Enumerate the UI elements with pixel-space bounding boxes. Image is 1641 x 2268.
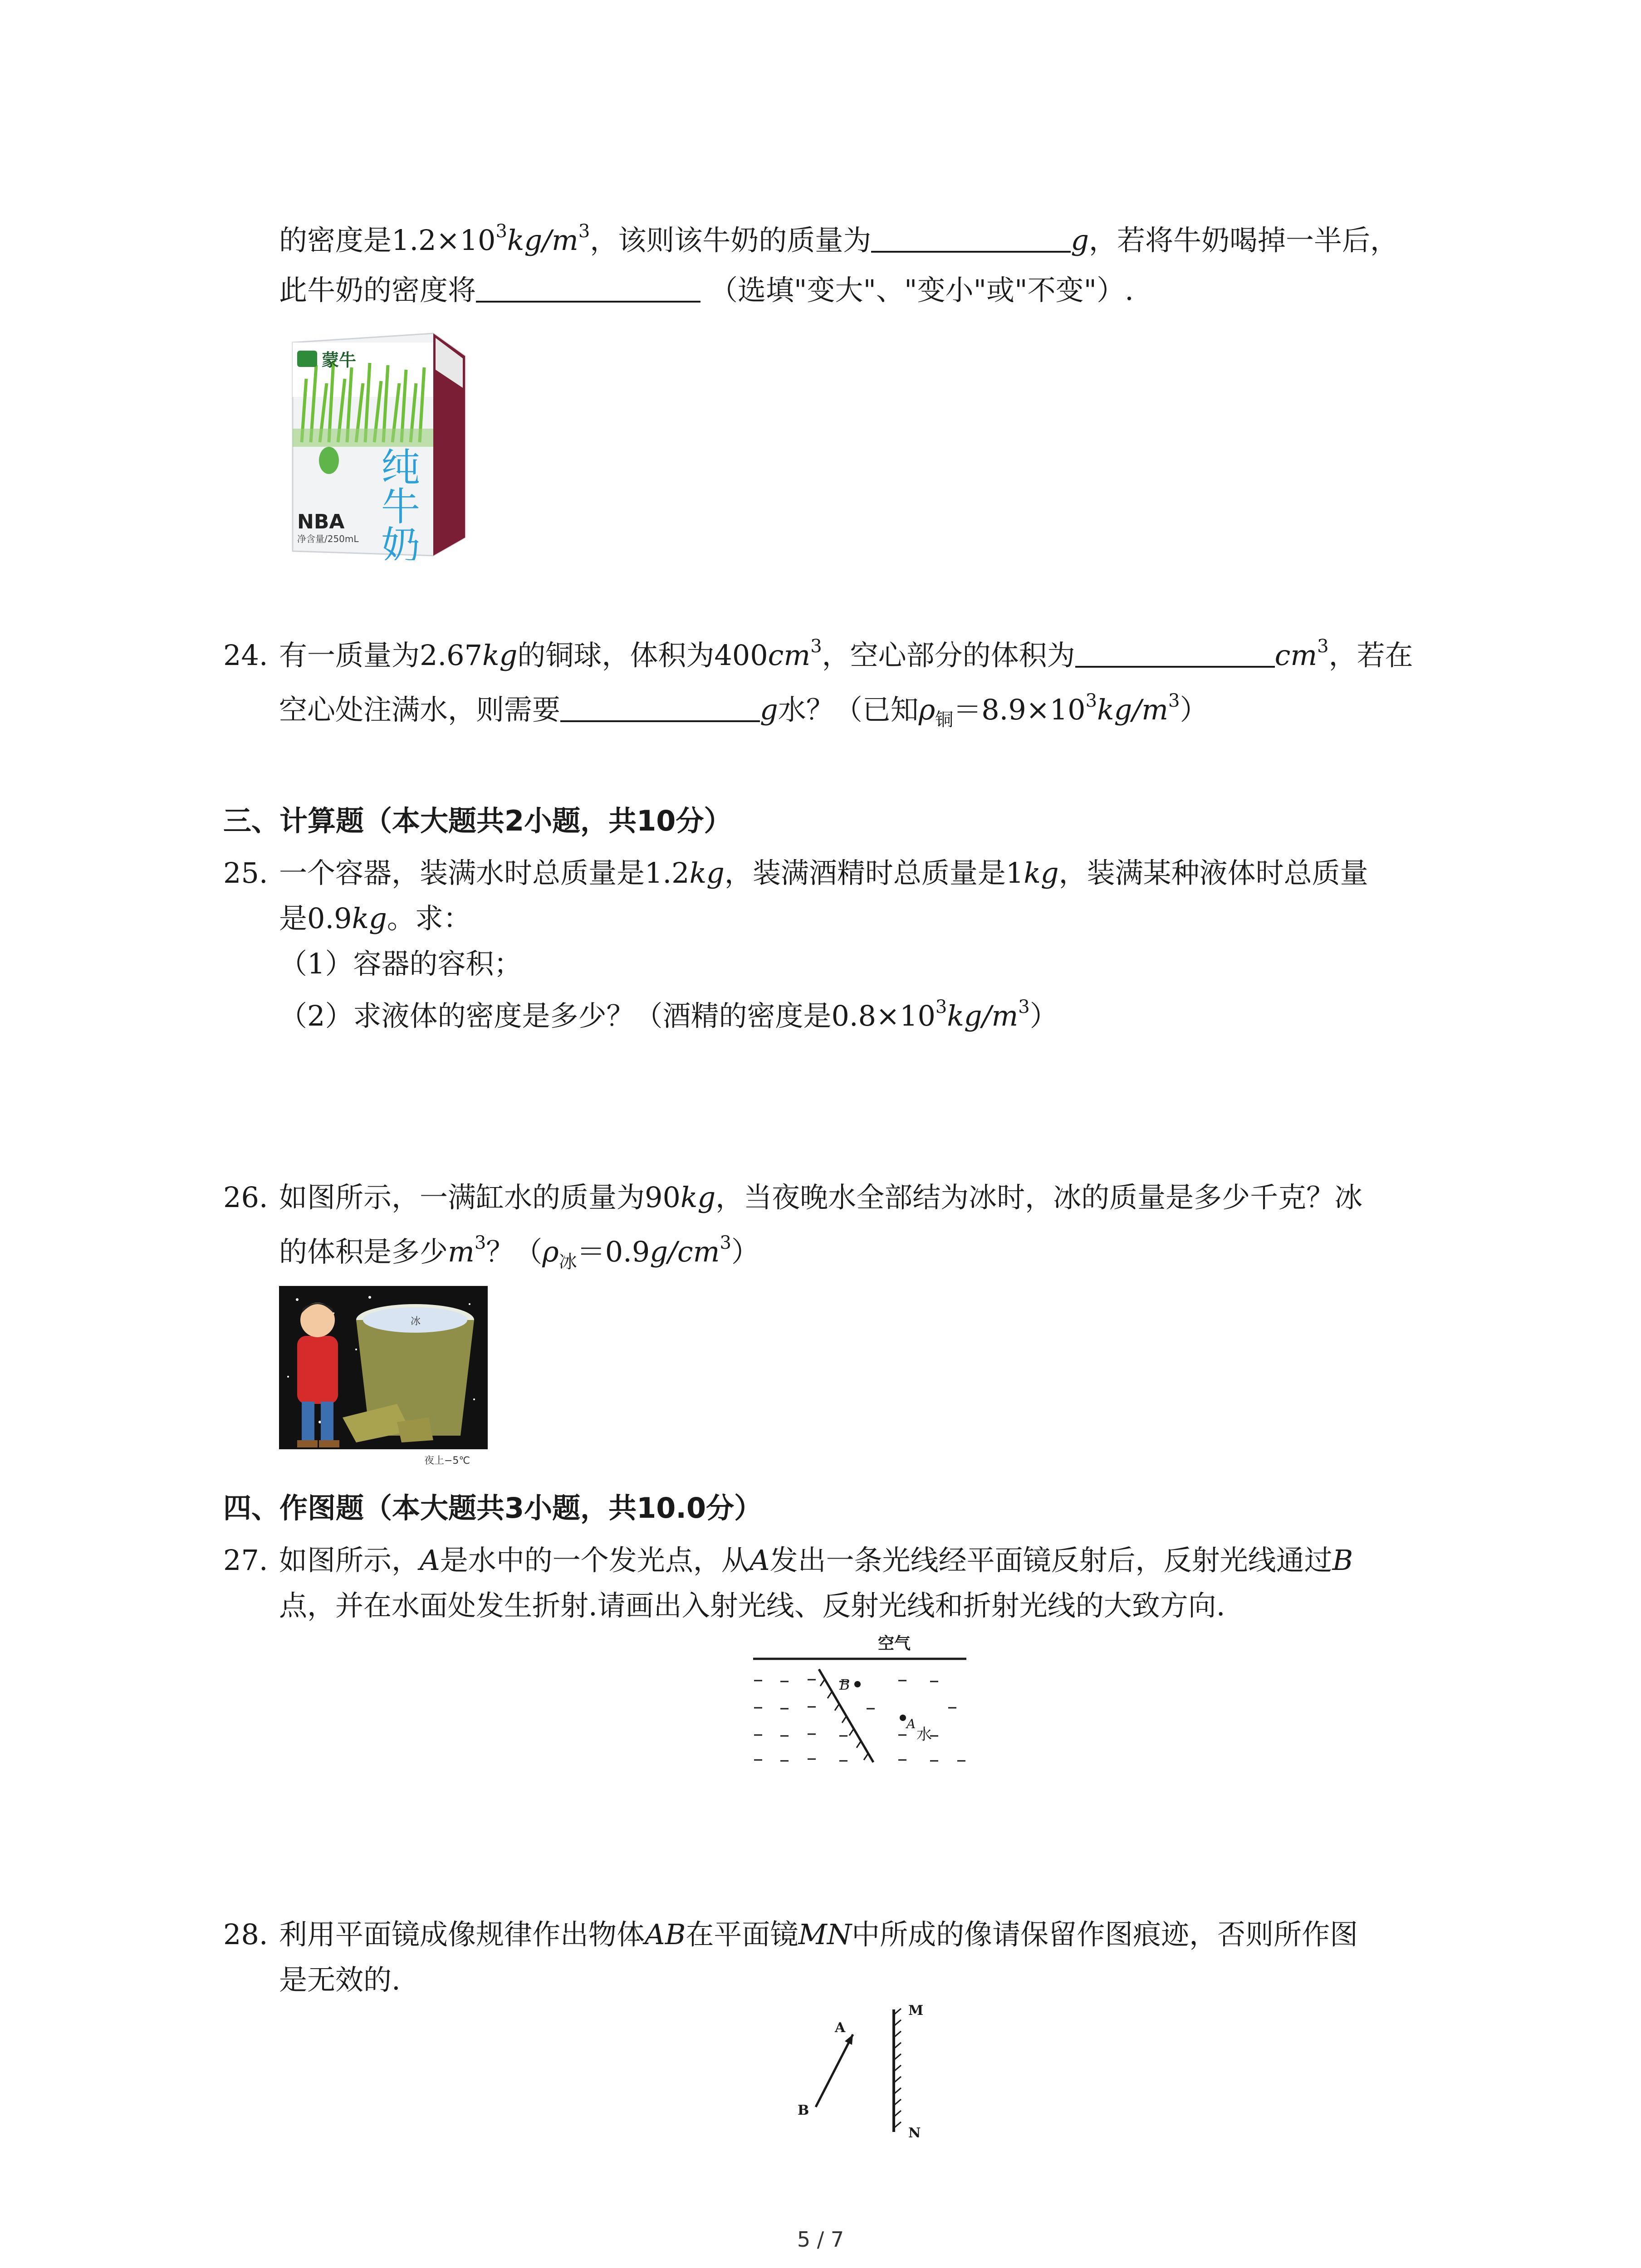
point-n-label: N: [908, 2125, 921, 2141]
mirror-water-diagram: [749, 1631, 975, 1767]
q27-line2: 点，并在水面处发生折射.请画出入射光线、反射光线和折射光线的大致方向.: [279, 1589, 1225, 1622]
q25-sub1: （1）容器的容积；: [279, 947, 522, 980]
page-number: 5 / 7: [797, 2227, 844, 2252]
carton-logo: NBA: [297, 510, 345, 533]
temperature-label: 夜上−5℃: [424, 1455, 470, 1466]
q27-line1: 27. 如图所示，A是水中的一个发光点，从A发出一条光线经平面镜反射后，反射光线通过B: [223, 1544, 1353, 1577]
answer-blank[interactable]: [476, 273, 700, 303]
q28-line1: 28. 利用平面镜成像规律作出物体AB在平面镜MN中所成的像请保留作图痕迹，否则所作图: [223, 1918, 1358, 1951]
q26-line2: 的体积是多少$m^3$？$(\rho_冰=0.9g/cm^3)$: [279, 1232, 759, 1272]
point-m-label: M: [908, 2003, 924, 2019]
plane-mirror-diagram: [789, 1996, 953, 2146]
point-b-label: B: [798, 2102, 809, 2118]
q25-line1: 25. 一个容器，装满水时总质量是1.2kg，装满酒精时总质量是1kg，装满某种液体时总质量: [223, 856, 1368, 890]
water-label: 水: [916, 1725, 932, 1744]
q23-line2: 此牛奶的密度将 （选填"变大"、"变小"或"不变"）.: [279, 274, 1134, 307]
point-a-label: A: [906, 1716, 916, 1731]
q23-line1: 的密度是$1.2\times 10^3kg/m^3$，该则该牛奶的质量为 g，若将牛奶喝掉一半后，: [279, 221, 1399, 257]
ice-vat-image: [279, 1286, 488, 1467]
plane-mirror-svg: [789, 1996, 953, 2146]
milk-carton-svg: [284, 324, 470, 560]
section-3-title: 三、计算题（本大题共2小题，共10分）: [223, 804, 732, 837]
q25-sub2: （2）求液体的密度是多少？（酒精的密度是$0.8\times 10^3kg/m^3$）: [279, 997, 1058, 1032]
carton-volume: 净含量/250mL: [297, 533, 359, 544]
ice-label: 冰: [411, 1316, 421, 1327]
q28-line2: 是无效的.: [279, 1963, 401, 1996]
mirror-water-svg: [749, 1631, 975, 1767]
milk-carton-image: [284, 324, 470, 560]
answer-blank[interactable]: [1075, 638, 1275, 668]
point-b-label: B: [839, 1676, 850, 1693]
q25-line2: 是0.9kg。求：: [279, 902, 471, 935]
answer-blank[interactable]: [560, 692, 760, 722]
point-a-label: A: [835, 2020, 846, 2036]
ice-vat-svg: [279, 1286, 488, 1467]
q26-line1: 26. 如图所示，一满缸水的质量为90kg，当夜晚水全部结为冰时，冰的质量是多少千克？冰: [223, 1181, 1363, 1214]
air-label: 空气: [878, 1634, 911, 1653]
section-4-title: 四、作图题（本大题共3小题，共10.0分）: [223, 1491, 763, 1525]
q24-line1: 24. 有一质量为2.67kg的铜球，体积为$400cm^3$，空心部分的体积为 $cm^3$，若在: [223, 636, 1413, 672]
carton-product: 纯牛奶: [374, 447, 420, 560]
carton-brand: 蒙牛: [322, 350, 357, 370]
answer-blank[interactable]: [871, 223, 1071, 253]
q24-line2: 空心处注满水，则需要 g水？（已知$\rho_铜=8.9\times 10^3kg/m^3$）: [279, 690, 1208, 730]
